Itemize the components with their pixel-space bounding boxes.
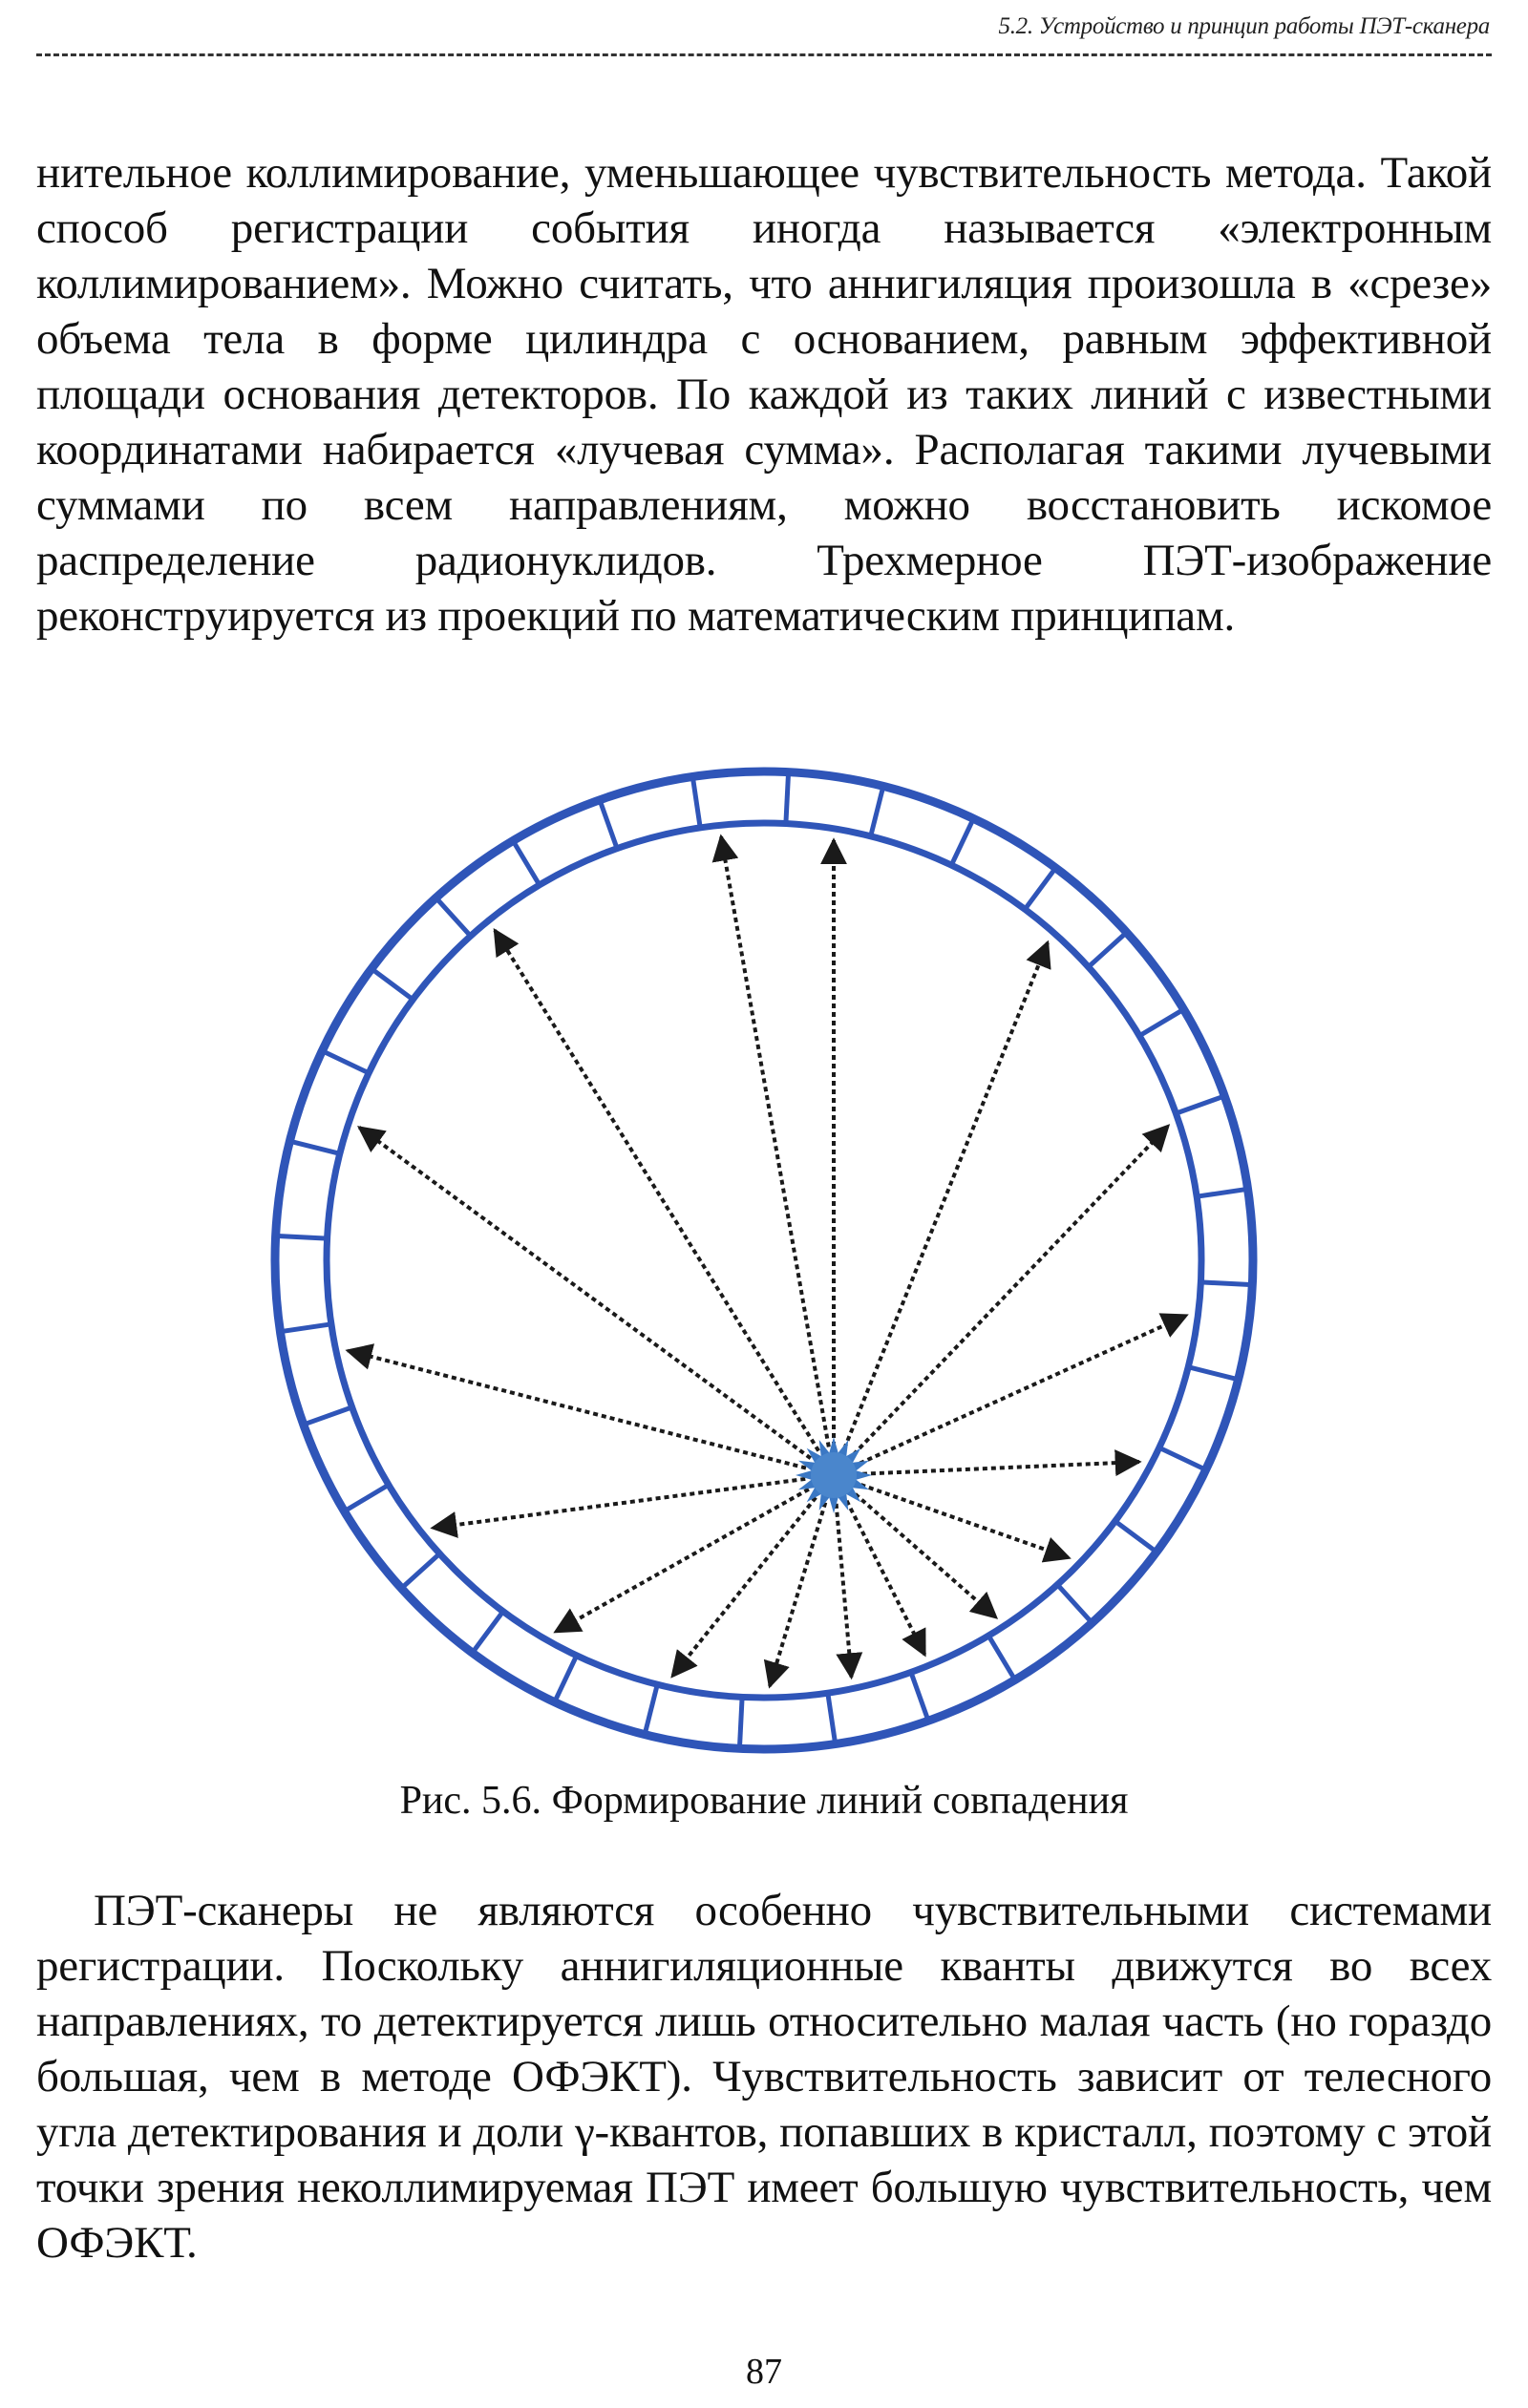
detector-segment-divider xyxy=(473,1612,503,1653)
detector-segment-divider xyxy=(692,776,700,827)
paragraph-1: нительное коллимирование, уменьшающее чувствительность метода. Такой способ регистрации события иногда называется «электронным коллимированием». Можно считать, что аннигиляция произошла в «срезе» объема тела в форме цилиндра с основанием, равным эффективной площади основания детекторов. По каждой из таких линий с известными координатами набирается «лучевая сумма». Располагая такими лучевыми суммами по всем направлениям, можно восстановить искомое распределение радионуклидов. Трехмерное ПЭТ-изображение реконструируется из проекций по математическим принципам. xyxy=(36,148,1492,641)
caption-number: Рис. 5.6. xyxy=(399,1779,542,1823)
detector-segment-divider xyxy=(436,898,471,936)
coincidence-ray-arrow xyxy=(433,1479,805,1528)
detector-segment-divider xyxy=(1057,1585,1092,1623)
coincidence-ray-arrow xyxy=(359,1128,811,1458)
detector-segment-divider xyxy=(600,800,617,849)
detector-segment-divider xyxy=(1089,933,1127,967)
coincidence-ray-arrow xyxy=(721,836,829,1447)
detector-segment-divider xyxy=(1025,868,1055,909)
detector-segment-divider xyxy=(1197,1189,1247,1196)
coincidence-ray-arrow xyxy=(770,1503,825,1686)
page-number: 87 xyxy=(746,2352,782,2392)
detector-segment-divider xyxy=(911,1672,928,1721)
detector-segment-divider xyxy=(1159,1447,1206,1469)
coincidence-diagram xyxy=(244,754,1284,1766)
coincidence-ray-arrow xyxy=(348,1351,806,1468)
detector-segment-divider xyxy=(1139,1009,1183,1036)
paragraph-2: ПЭТ-сканеры не являются особенно чувствительными системами регистрации. Поскольку аннигиляционные кванты движутся во всех направлениях, то детектируется лишь относительно малая часть (но гораздо большая, чем в методе ОФЭКТ). Чувствительность зависит от телесного угла детектирования и доли γ-квантов, попавших в кристалл, поэтому с этой точки зрения неколлимируемая ПЭТ имеет большую чувствительность, чем ОФЭКТ. xyxy=(36,1886,1492,2268)
detector-segment-divider xyxy=(739,1697,742,1748)
detector-segment-divider xyxy=(645,1684,657,1734)
detector-segment-divider xyxy=(871,786,883,835)
detector-segment-divider xyxy=(401,1553,439,1588)
coincidence-ray-arrow xyxy=(844,942,1048,1448)
detector-segment-divider xyxy=(280,1324,330,1332)
header-rule xyxy=(36,53,1492,56)
detector-segment-divider xyxy=(304,1407,352,1425)
detector-segment-divider xyxy=(1188,1367,1238,1380)
detector-segment-divider xyxy=(786,772,789,824)
detector-segment-divider xyxy=(1200,1282,1252,1285)
annihilation-source-core xyxy=(811,1452,857,1498)
detector-segment-divider xyxy=(322,1051,369,1073)
detector-segment-divider xyxy=(951,818,973,865)
coincidence-ray-arrow xyxy=(672,1497,816,1676)
detector-ring-inner xyxy=(327,823,1201,1698)
coincidence-ray-arrow xyxy=(854,1126,1168,1454)
coincidence-ray-arrow xyxy=(495,930,818,1450)
detector-segment-divider xyxy=(1176,1096,1224,1113)
detector-segment-divider xyxy=(1115,1521,1157,1552)
coincidence-ray-arrow xyxy=(837,1504,852,1678)
detector-segment-divider xyxy=(276,1236,328,1238)
running-head: 5.2. Устройство и принцип работы ПЭТ-сканера xyxy=(998,13,1490,39)
detector-segment-divider xyxy=(371,969,413,1000)
coincidence-ray-arrow xyxy=(556,1489,809,1632)
caption-title: Формирование линий совпадения xyxy=(551,1779,1129,1823)
detector-segment-divider xyxy=(289,1141,339,1153)
detector-ring-outer xyxy=(275,771,1253,1749)
figure-coincidence-lines xyxy=(244,754,1284,1766)
detector-segment-divider xyxy=(513,841,540,885)
coincidence-ray-arrow xyxy=(860,1316,1186,1464)
detector-segment-divider xyxy=(828,1693,836,1743)
coincidence-ray-arrow xyxy=(862,1462,1139,1474)
coincidence-ray-arrow xyxy=(847,1501,925,1655)
figure-caption xyxy=(0,1778,1528,1824)
detector-segment-divider xyxy=(988,1636,1015,1679)
detector-segment-divider xyxy=(555,1656,577,1702)
detector-segment-divider xyxy=(345,1485,389,1511)
coincidence-ray-arrow xyxy=(860,1485,1069,1558)
